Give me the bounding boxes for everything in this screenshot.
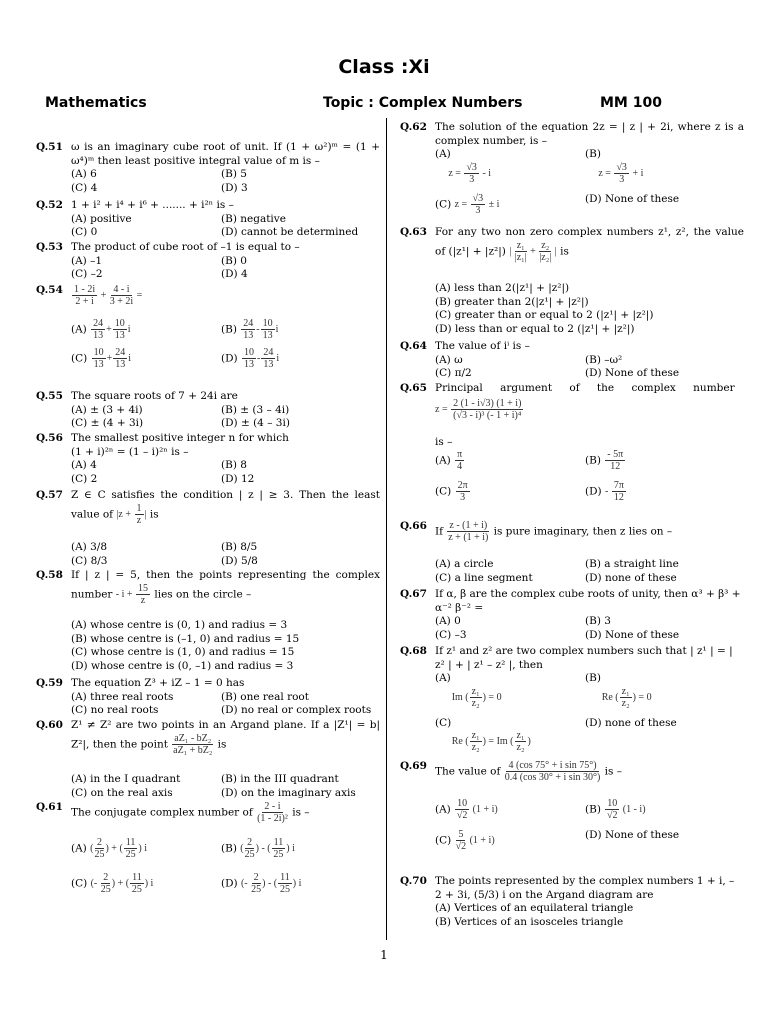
option: (B) a straight line [585, 558, 679, 570]
option: (C) [71, 877, 88, 890]
question-64: Q.64 The value of iⁱ is – (A) ω (B) –ω² (C) π/2 (D) None of these [400, 340, 744, 381]
question-55: Q.55 The square roots of 7 + 24i are (A) ± (3 + 4i) (B) ± (3 – 4i) (C) ± (4 + 3i) (D) ± (4 – 3i) [36, 390, 380, 431]
option: (B) [585, 803, 601, 816]
option: (C) [435, 198, 452, 211]
question-68: Q.68 If z¹ and z² are two complex numbers such that | z¹ | = | z² | + | z¹ – z² |, then (A) Im ( $\frac{\text{z₁}}{\text{z₂}}$ ) = 0 (B) Re ( $\frac{\text{z₁}}{\text{z₂}}$ ) = 0 (C) Re ( $\frac{\text{z₁}}{\text{z₂}}$ ) = Im ( $\frac{\text{z₁}}{\text{z₂}}$ ) (D) none of these [400, 645, 744, 753]
option: (A) positive [71, 212, 132, 225]
option: (D) [221, 352, 238, 365]
formula-image: $\frac{24}{13}$ + $\frac{10}{13}$ i [93, 318, 131, 341]
formula-image: ( $\frac{2}{25}$ ) + ( $\frac{11}{25}$ ) i [90, 837, 148, 860]
option: (A) in the I quadrant [71, 773, 181, 785]
option: (B) [585, 454, 601, 467]
option: (C) 2 [71, 472, 98, 485]
formula-image: $\frac{10}{√2}$ (1 + i) [456, 798, 498, 821]
question-66: Q.66 If $\frac{z - (1 + i)}{z + (1 + i)}$ is pure imaginary, then z lies on – (A) a circle (B) a straight line (C) a line segment (D) none of these [400, 520, 744, 585]
formula-image: Im ( $\frac{\text{z₁}}{\text{z₂}}$ ) = 0 [451, 685, 502, 709]
formula-image: $\frac{10}{√2}$ (1 - i) [607, 798, 646, 821]
option: (D) None of these [585, 367, 680, 380]
formula-image: $\frac{- 5\pi}{12}$ [607, 449, 624, 473]
option: (C) [435, 485, 452, 498]
option: (D) none of these [585, 716, 677, 729]
option: (B) Vertices of an isosceles triangle [435, 915, 624, 928]
option: (A) 3/8 [71, 541, 108, 553]
question-53: Q.53 The product of cube root of –1 is equal to – (A) –1 (B) 0 (C) –2 (D) 4 [36, 241, 380, 282]
option: (A) Vertices of an equilateral triangle [435, 902, 634, 915]
option: (C) 8/3 [71, 554, 108, 567]
option: (D) 12 [221, 472, 255, 485]
formula-image: $\frac{\text{aZ₁ - bZ₂}}{\text{aZ₁ + bZ₂}}$ [173, 732, 213, 756]
question-67: Q.67 If α, β are the complex cube roots of unity, then α³ + β³ + α⁻² β⁻² = (A) 0 (B) 3 (C) –3 (D) None of these [400, 588, 744, 642]
option: (A) whose centre is (0, 1) and radius = 3 [71, 619, 288, 631]
option: (C) [435, 716, 452, 729]
option: (A) a circle [435, 558, 494, 570]
option: (D) whose centre is (0, –1) and radius = 3 [71, 659, 294, 672]
option: (B) whose centre is (–1, 0) and radius = 15 [71, 632, 300, 645]
option: (D) ± (4 – 3i) [221, 417, 290, 430]
question-52: Q.52 1 + i² + i⁴ + i⁶ + ....... + i²ⁿ is – (A) positive (B) negative (C) 0 (D) cannot be determined [36, 199, 380, 240]
formula-image: $\frac{10}{13}$ - $\frac{24}{13}$ i [243, 347, 280, 370]
option: (C) ± (4 + 3i) [71, 417, 144, 430]
option: (A) less than 2(|z¹| + |z²|) [435, 282, 570, 294]
option: (A) [71, 323, 87, 336]
option: (B) 3 [585, 615, 611, 628]
option: (A) ± (3 + 4i) [71, 403, 143, 416]
option: (A) 6 [71, 168, 97, 181]
formula-image: $\frac{2 - i}{\text{(1 - 2i)²}}$ [257, 801, 288, 824]
option: (D) no real or complex roots [221, 704, 372, 717]
option: (B) one real root [221, 690, 309, 703]
option: (A) 4 [71, 459, 97, 472]
formula-image: $\frac{\pi}{4}$ [457, 449, 463, 473]
option: (D) [221, 877, 238, 890]
option: (C) –3 [435, 628, 467, 641]
question-62: Q.62 The solution of the equation 2z = | z | + 2i, where z is a complex number, is – (A) z = $\frac{√3}{3}$ - i (B) z = $\frac{√3}{3}$ + i (C) z = $\frac{√3}{3}$ ± i (D) None of these [400, 121, 744, 216]
option: (C) 0 [71, 226, 98, 239]
option: (C) π/2 [435, 367, 472, 380]
option: (D) none of these [585, 571, 677, 584]
formula-image: z = $\frac{√3}{3}$ + i [598, 161, 644, 185]
option: (D) 3 [221, 181, 248, 194]
option: (B) –ω² [585, 353, 623, 366]
option: (A) three real roots [71, 690, 174, 703]
option: (A) –1 [71, 254, 103, 267]
option: (D) None of these [585, 192, 680, 205]
page-title: Class :Xi [338, 56, 430, 78]
formula-image: z = $\frac{√3}{3}$ ± i [454, 192, 500, 216]
question-58: Q.58 If | z | = 5, then the points representing the complex number - i + $\frac{15}{z}$ lies on the circle – (A) whose centre is (0, 1) and radius = 3 (B) whose centre is (–1, 0) and radius = 15 (C) whose centre is (1, 0) and radius = 15 (D) whose centre is (0, –1) and radius = 3 [36, 569, 380, 672]
option: (A) [435, 803, 451, 816]
option: (A) [435, 672, 451, 685]
question-51: Q.51 ω is an imaginary cube root of unit. If (1 + ω²)ᵐ = (1 + ω⁴)ᵐ then least positive integral value of m is – (A) 6 (B) 5 (C) 4 (D) 3 [36, 141, 380, 194]
formula-image: (- $\frac{2}{25}$ ) - ( $\frac{11}{25}$ ) i [240, 872, 302, 895]
option: (D) cannot be determined [221, 226, 359, 239]
question-63: Q.63 For any two non zero complex numbers z¹, z², the value of (|z¹| + |z²|) | $\frac{\text{z₁}}{\text{|z₁|}}$ + $\frac{\text{z₂}}{\text{|z₂|}}$ | is (A) less than 2(|z¹| + |z²|) (B) greater than 2(|z¹| + |z²|) (C) greater than or equal to 2 (|z¹| + |z²|) (D) less than or equal to 2 (|z¹| + |z²|) [400, 226, 744, 335]
option: (A) [435, 148, 451, 161]
question-59: Q.59 The equation Z³ + iZ – 1 = 0 has (A) three real roots (B) one real root (C) no real roots (D) no real or complex roots [36, 677, 380, 718]
formula-image: Re ( $\frac{\text{z₁}}{\text{z₂}}$ ) = Im ( $\frac{\text{z₁}}{\text{z₂}}$ ) [451, 730, 531, 754]
option: (A) ω [435, 353, 463, 366]
question-56: Q.56 The smallest positive integer n for which (1 + i)²ⁿ = (1 – i)²ⁿ is – (A) 4 (B) 8 (C) 2 (D) 12 [36, 432, 380, 486]
formula-image: |z + $\frac{1}{z}$ | [116, 502, 147, 526]
formula-image: (- $\frac{2}{25}$ ) + ( $\frac{11}{25}$ ) i [90, 872, 154, 895]
formula-image: z = $\frac{√3}{3}$ - i [448, 161, 492, 185]
option: (D) None of these [585, 628, 680, 641]
option: (B) [221, 842, 237, 855]
column-divider [386, 118, 387, 940]
formula-image: - $\frac{7\pi}{12}$ [604, 480, 624, 504]
option: (C) [71, 352, 88, 365]
option: (D) None of these [585, 829, 680, 841]
formula-image: | $\frac{\text{z₁}}{\text{|z₁|}}$ + $\frac{\text{z₂}}{\text{|z₂|}}$ | [509, 239, 557, 263]
formula-image: $\frac{24}{13}$ - $\frac{10}{13}$ i [243, 318, 279, 341]
page-number: 1 [380, 948, 388, 962]
option: (A) 0 [435, 615, 461, 628]
question-70: Q.70 The points represented by the complex numbers 1 + i, – 2 + 3i, (5/3) i on the Argand diagram are (A) Vertices of an equilateral triangle (B) Vertices of an isosceles triangle [400, 875, 744, 929]
option: (B) 8 [221, 459, 247, 472]
option: (C) on the real axis [71, 786, 173, 799]
formula-image: $\frac{5}{√2}$ (1 + i) [455, 829, 495, 852]
option: (B) [585, 148, 601, 161]
option: (C) no real roots [71, 704, 159, 717]
topic-label: Topic : Complex Numbers [323, 95, 523, 111]
max-marks-label: MM 100 [600, 95, 662, 111]
question-69: Q.69 The value of $\frac{\text{4 (cos 75° + i sin 75°)}}{\text{0.4 (cos 30° + i sin 30°)}}$ is – (A) $\frac{10}{√2}$ (1 + i) (B) $\frac{10}{√2}$ (1 - i) (C) $\frac{5}{√2}$ (1 + i) (D) None of these [400, 760, 744, 852]
option: (B) greater than 2(|z¹| + |z²|) [435, 295, 589, 308]
formula-image: Re ( $\frac{\text{z₁}}{\text{z₂}}$ ) = 0 [601, 685, 652, 709]
option: (D) [585, 485, 602, 498]
formula-image: z = $\frac{2 (1 - i√3) (1 + i)}{\text{(√3 - i)³ (- 1 + i)⁴}}$ [435, 397, 522, 421]
option: (B) [585, 672, 601, 685]
formula-image: - i + $\frac{15}{z}$ [115, 582, 149, 606]
option: (C) [435, 834, 452, 847]
option: (B) in the III quadrant [221, 773, 339, 785]
option: (B) [221, 323, 237, 336]
option: (A) [71, 842, 87, 855]
question-54: Q.54 $\frac{1 - 2i}{2 + i}$ + $\frac{4 - i}{3 + 2i}$ = (A) $\frac{24}{13}$ + $\frac{10}{13}$ i (B) $\frac{24}{13}$ - $\frac{10}{13}$ i (C) $\frac{10}{13}$ + $\frac{24}{13}$ i (D) $\frac{10}{13}$ - $\frac{24}{13}$ i [36, 284, 280, 370]
option: (A) [435, 454, 451, 467]
option: (C) –2 [71, 268, 103, 281]
question-57: Q.57 Z ∈ C satisfies the condition | z | ≥ 3. Then the least value of |z + $\frac{1}{z}$ | is (A) 3/8 (B) 8/5 (C) 8/3 (D) 5/8 [36, 489, 380, 567]
option: (D) on the imaginary axis [221, 786, 356, 799]
option: (C) 4 [71, 181, 98, 194]
question-65: Q.65 Principal argument of the complex number z = $\frac{2 (1 - i√3) (1 + i)}{\text{(√3 - i)³ (- 1 + i)⁴}}$ is – (A) $\frac{\pi}{4}$ (B) $\frac{- 5\pi}{12}$ (C) $\frac{2\pi}{3}$ (D) - $\frac{7\pi}{12}$ [400, 382, 735, 504]
option: (D) less than or equal to 2 (|z¹| + |z²|) [435, 322, 635, 335]
option: (B) 5 [221, 168, 247, 181]
option: (D) 5/8 [221, 554, 258, 567]
option: (C) whose centre is (1, 0) and radius = 15 [71, 646, 295, 659]
option: (B) 0 [221, 254, 247, 267]
question-60: Q.60 Z¹ ≠ Z² are two points in an Argand plane. If a |Z¹| = b| Z²|, then the point $\frac{\text{aZ₁ - bZ₂}}{\text{aZ₁ + bZ₂}}$ is (A) in the I quadrant (B) in the III quadrant (C) on the real axis (D) on the imaginary axis [36, 719, 380, 799]
formula-image: $\frac{1 - 2i}{2 + i}$ + $\frac{4 - i}{3 + 2i}$ = [74, 284, 143, 307]
formula-image: $\frac{\text{4 (cos 75° + i sin 75°)}}{\text{0.4 (cos 30° + i sin 30°)}}$ [504, 760, 601, 783]
option: (B) ± (3 – 4i) [221, 403, 290, 416]
option: (D) 4 [221, 268, 248, 281]
option: (B) negative [221, 212, 286, 225]
option: (B) 8/5 [221, 541, 258, 553]
formula-image: $\frac{10}{13}$ + $\frac{24}{13}$ i [93, 347, 131, 370]
formula-image: ( $\frac{2}{25}$ ) - ( $\frac{11}{25}$ ) i [240, 837, 295, 860]
subject-label: Mathematics [45, 95, 147, 111]
option: (C) a line segment [435, 571, 533, 584]
formula-image: $\frac{z - (1 + i)}{z + (1 + i)}$ [448, 520, 489, 543]
question-61: Q.61 The conjugate complex number of $\frac{2 - i}{\text{(1 - 2i)²}}$ is – (A) ( $\frac{2}{25}$ ) + ( $\frac{11}{25}$ ) i (B) ( $\frac{2}{25}$ ) - ( $\frac{11}{25}$ ) i (C) (- $\frac{2}{25}$ ) + ( $\frac{11}{25}$ ) i (D) (- $\frac{2}{25}$ ) - ( $\frac{11}{25}$ ) i [36, 801, 310, 895]
formula-image: $\frac{2\pi}{3}$ [457, 480, 468, 504]
option: (C) greater than or equal to 2 (|z¹| + |z²|) [435, 309, 654, 322]
